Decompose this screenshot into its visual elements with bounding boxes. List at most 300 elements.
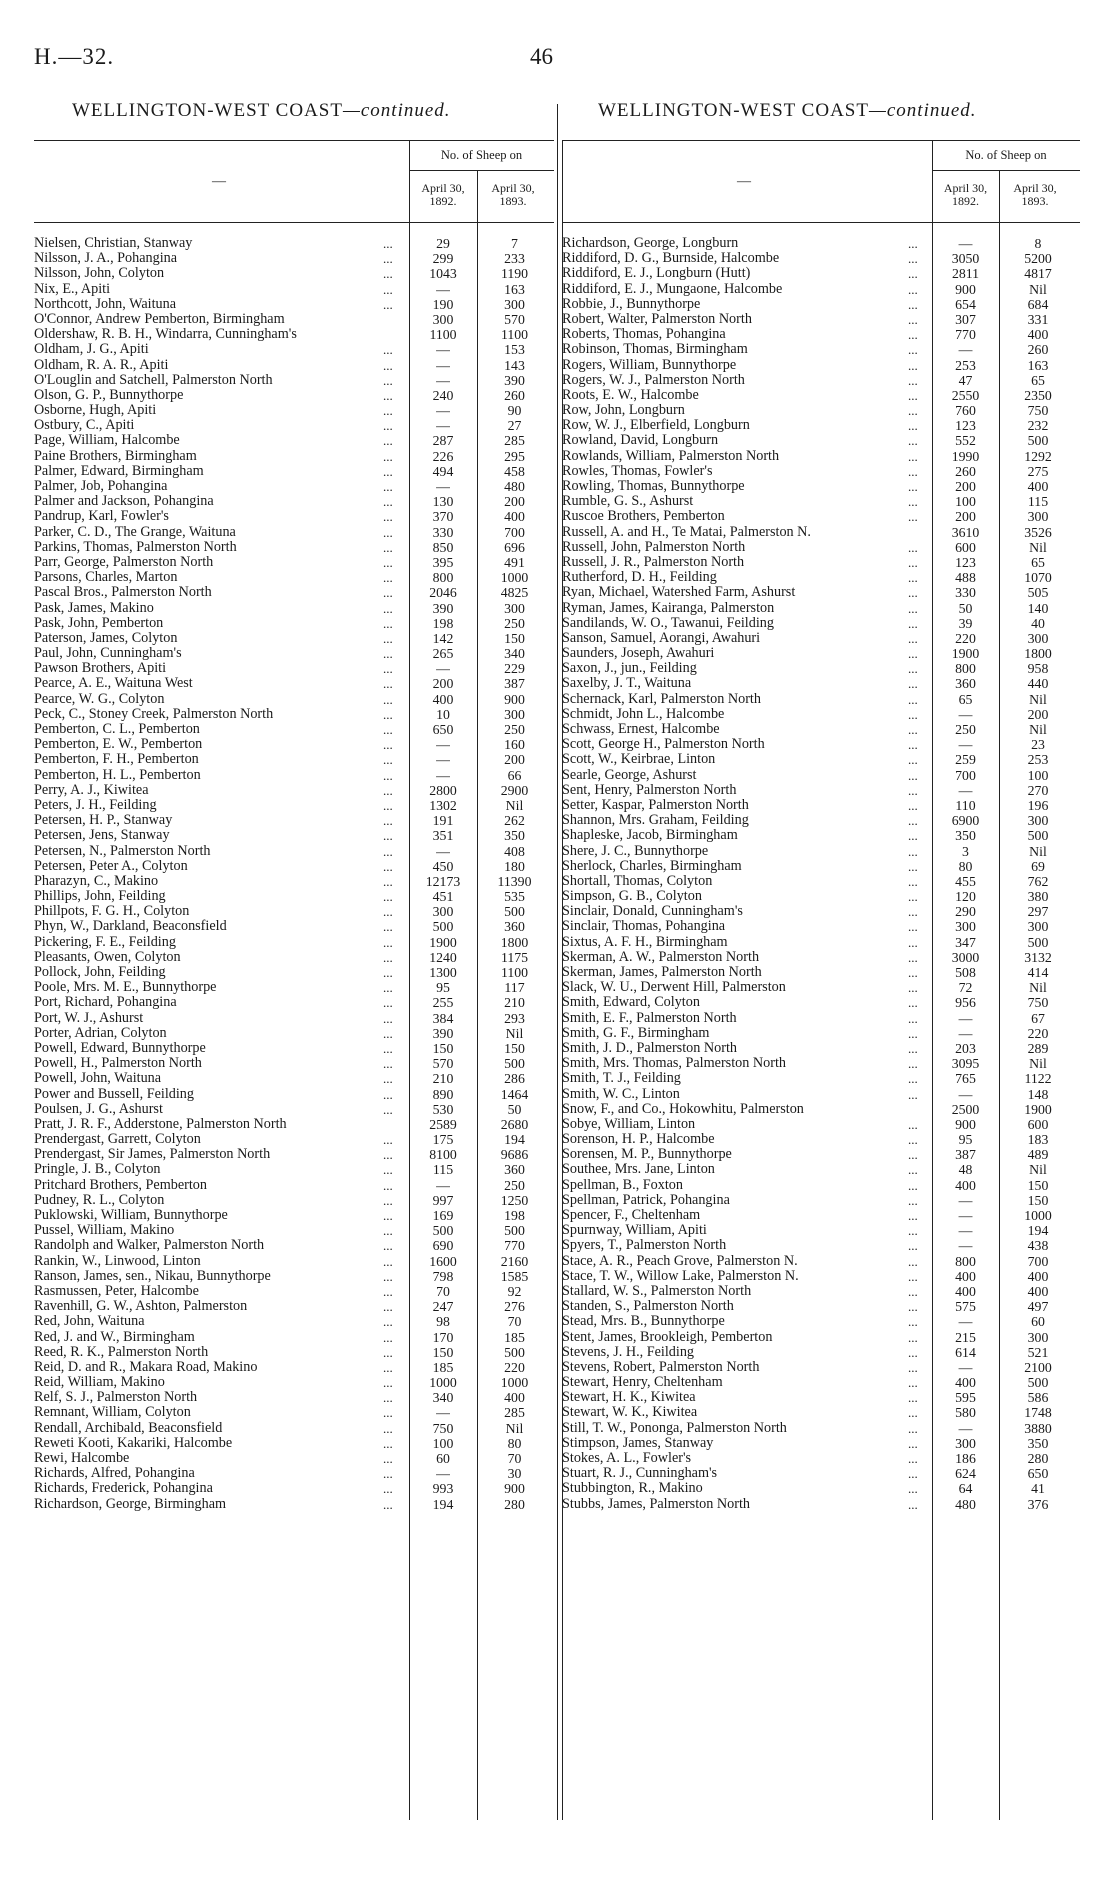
- owner-name: Ruscoe Brothers, Pemberton: [562, 509, 725, 525]
- center-divider: [557, 104, 558, 1820]
- owner-name: Stubbs, James, Palmerston North: [562, 1496, 750, 1512]
- owner-name: Stewart, H. K., Kiwitea: [562, 1390, 696, 1406]
- leader-dots: ...: [383, 1132, 393, 1148]
- owner-name: Pawson Brothers, Apiti: [34, 661, 167, 677]
- sheep-1892-value: 48: [958, 1162, 973, 1178]
- sheep-1892-value: 500: [432, 919, 454, 935]
- table-row: [34, 1011, 554, 1026]
- sheep-1892-value: 130: [432, 494, 454, 510]
- sheep-1893-value: 900: [504, 691, 525, 707]
- sheep-1893-value: 150: [1027, 1177, 1049, 1193]
- sheep-1892-value: 850: [432, 539, 454, 555]
- owner-name: Oldershaw, R. B. H., Windarra, Cunningham's: [34, 327, 297, 343]
- sheep-1893-value: 750: [1027, 403, 1049, 419]
- sheep-1892-value: 350: [955, 828, 976, 844]
- sheep-1892-value: 200: [955, 479, 976, 494]
- owner-name: Reweti Kooti, Kakariki, Halcombe: [34, 1435, 233, 1451]
- sheep-1893-value: 2680: [500, 1116, 529, 1132]
- sheep-1892-value: 70: [436, 1283, 450, 1299]
- owner-name: Paterson, James, Colyton: [34, 630, 178, 646]
- leader-dots: ...: [908, 1162, 918, 1178]
- table-row: [34, 1041, 554, 1056]
- sheep-1892-value: 3095: [951, 1056, 980, 1072]
- leader-dots: ...: [908, 1253, 918, 1269]
- sheep-1892-value: 1302: [429, 797, 457, 813]
- leader-dots: ...: [383, 752, 393, 768]
- owner-name: Spellman, Patrick, Pohangina: [562, 1192, 730, 1208]
- sheep-1893-value: 50: [507, 1101, 522, 1117]
- table-row: [34, 950, 554, 965]
- sheep-1893-value: 408: [504, 843, 525, 859]
- leader-dots: ...: [908, 1405, 918, 1421]
- table-row: [34, 844, 554, 859]
- owner-name: Rowland, David, Longburn: [562, 433, 719, 449]
- sheep-1893-value: 340: [504, 646, 525, 662]
- left-group-rule: [409, 170, 554, 171]
- table-row: [562, 935, 1080, 950]
- sheep-1892-value: 750: [432, 1420, 454, 1436]
- table-row: [34, 1299, 554, 1314]
- leader-dots: ...: [908, 311, 918, 327]
- owner-name: Shannon, Mrs. Graham, Feilding: [562, 813, 749, 829]
- owner-name: Page, William, Halcombe: [34, 433, 180, 449]
- owner-name: Saxelby, J. T., Waituna: [562, 676, 692, 692]
- sheep-1892-value: 290: [955, 904, 976, 920]
- sheep-1893-value: Nil: [505, 1420, 524, 1436]
- table-row: [34, 555, 554, 570]
- leader-dots: ...: [383, 949, 393, 965]
- sheep-1893-value: 3132: [1024, 949, 1052, 965]
- owner-name: Poulsen, J. G., Ashurst: [34, 1101, 163, 1117]
- sheep-1892-value: 169: [432, 1208, 454, 1223]
- leader-dots: ...: [383, 1299, 393, 1315]
- sheep-1892-value: 650: [432, 722, 454, 737]
- sheep-1892-value: 770: [955, 327, 976, 343]
- sheep-1893-value: 1000: [500, 1375, 529, 1391]
- owner-name: Remnant, William, Colyton: [34, 1405, 191, 1421]
- sheep-1893-value: 210: [504, 995, 525, 1011]
- leader-dots: ...: [908, 357, 918, 373]
- leader-dots: ...: [383, 1496, 393, 1512]
- owner-name: Rasmussen, Peter, Halcombe: [34, 1283, 199, 1299]
- leader-dots: ...: [908, 782, 918, 798]
- owner-name: Sixtus, A. F. H., Birmingham: [562, 934, 728, 950]
- table-row: [34, 859, 554, 874]
- owner-name: Red, John, Waituna: [34, 1314, 145, 1330]
- leader-dots: ...: [383, 1405, 393, 1421]
- owner-name: Rutherford, D. H., Feilding: [562, 570, 717, 586]
- owner-name: Shere, J. C., Bunnythorpe: [562, 843, 709, 859]
- leader-dots: ...: [908, 1451, 918, 1466]
- leader-dots: ...: [908, 995, 918, 1011]
- owner-name: Schwass, Ernest, Halcombe: [562, 722, 720, 737]
- owner-name: Pleasants, Owen, Colyton: [34, 949, 181, 965]
- sheep-1892-value: 494: [432, 463, 454, 479]
- table-row: [562, 707, 1080, 722]
- owner-name: Robbie, J., Bunnythorpe: [562, 296, 701, 312]
- sheep-1893-value: 5200: [1024, 251, 1052, 267]
- sheep-1892-value: 203: [955, 1040, 976, 1056]
- table-row: [562, 919, 1080, 934]
- leader-dots: ...: [908, 1223, 918, 1239]
- leader-dots: ...: [908, 965, 918, 980]
- owner-name: Poole, Mrs. M. E., Bunnythorpe: [34, 980, 217, 996]
- sheep-1892-value: 120: [955, 889, 976, 905]
- sheep-1893-value: Nil: [1029, 691, 1047, 707]
- owner-name: Smith, E. F., Palmerston North: [562, 1010, 737, 1026]
- sheep-1892-value: 29: [436, 236, 450, 251]
- leader-dots: ...: [383, 843, 393, 859]
- owner-name: Stallard, W. S., Palmerston North: [562, 1283, 752, 1299]
- table-row: [34, 1481, 554, 1496]
- sheep-1892-value: 190: [432, 296, 454, 312]
- sheep-1893-value: 260: [1027, 342, 1049, 358]
- sheep-1893-value: 185: [504, 1329, 525, 1345]
- sheep-1892-value: 2589: [429, 1116, 457, 1132]
- table-row: [34, 433, 554, 448]
- table-row: [562, 737, 1080, 752]
- sheep-1892-value: —: [436, 661, 450, 677]
- owner-name: Stubbington, R., Makino: [562, 1481, 703, 1497]
- sheep-1892-value: —: [958, 782, 973, 798]
- sheep-1893-value: 183: [1027, 1132, 1049, 1148]
- sheep-1892-value: 455: [955, 873, 976, 889]
- owner-name: Southee, Mrs. Jane, Linton: [562, 1162, 715, 1178]
- leader-dots: ...: [908, 980, 918, 996]
- leader-dots: ...: [908, 479, 918, 494]
- table-row: [34, 1087, 554, 1102]
- sheep-1893-value: 4817: [1024, 266, 1052, 282]
- leader-dots: ...: [383, 1283, 393, 1299]
- sheep-1893-value: 2100: [1024, 1359, 1052, 1375]
- sheep-1892-value: 220: [955, 630, 976, 646]
- sheep-1893-value: 295: [504, 448, 525, 464]
- table-row: [562, 752, 1080, 767]
- sheep-1892-value: —: [436, 767, 450, 783]
- sheep-1893-value: 400: [504, 1390, 525, 1406]
- sheep-1893-value: 1900: [1024, 1101, 1052, 1117]
- left-col1-header-b: 1892.: [429, 194, 457, 208]
- owner-name: Russell, A. and H., Te Matai, Palmerston N.: [562, 524, 811, 540]
- table-row: [562, 297, 1080, 312]
- leader-dots: ...: [383, 1435, 393, 1451]
- sheep-1892-value: 2500: [951, 1101, 980, 1117]
- sheep-1892-value: 700: [955, 767, 976, 783]
- table-row: [562, 1466, 1080, 1481]
- sheep-1893-value: 200: [504, 494, 525, 510]
- sheep-1892-value: —: [958, 1359, 973, 1375]
- owner-name: Pearce, A. E., Waituna West: [34, 676, 193, 692]
- leader-dots: ...: [908, 296, 918, 312]
- table-row: [34, 1147, 554, 1162]
- sheep-1892-value: 3610: [951, 524, 980, 540]
- sheep-1892-value: —: [436, 1405, 450, 1421]
- sheep-1893-value: 300: [1027, 630, 1049, 646]
- owner-name: Pudney, R. L., Colyton: [34, 1192, 165, 1208]
- table-row: [562, 282, 1080, 297]
- sheep-1892-value: 186: [955, 1451, 976, 1466]
- table-row: [562, 1223, 1080, 1238]
- right-col2-header-a: April 30,: [1013, 181, 1057, 195]
- leader-dots: ...: [383, 691, 393, 707]
- leader-dots: ...: [383, 524, 393, 540]
- leader-dots: ...: [908, 1481, 918, 1497]
- owner-name: Pringle, J. B., Colyton: [34, 1162, 161, 1178]
- sheep-1893-value: 300: [504, 600, 525, 616]
- table-row: [34, 935, 554, 950]
- sheep-1893-value: 376: [1027, 1496, 1049, 1512]
- leader-dots: ...: [908, 570, 918, 586]
- leader-dots: ...: [908, 281, 918, 297]
- table-row: [562, 464, 1080, 479]
- table-row: [34, 1132, 554, 1147]
- sheep-1892-value: 64: [958, 1481, 973, 1497]
- sheep-1893-value: 696: [504, 539, 525, 555]
- owner-name: Spyers, T., Palmerston North: [562, 1238, 727, 1254]
- sheep-1893-value: 300: [1027, 509, 1049, 525]
- sheep-1892-value: 480: [955, 1496, 976, 1512]
- owner-name: Perry, A. J., Kiwitea: [34, 782, 149, 798]
- sheep-1893-value: 900: [504, 1481, 525, 1497]
- leader-dots: ...: [908, 691, 918, 707]
- leader-dots: ...: [383, 251, 393, 267]
- sheep-1893-value: 115: [1027, 494, 1049, 510]
- table-row: [34, 236, 554, 251]
- table-row: [34, 1071, 554, 1086]
- owner-name: Richardson, George, Birmingham: [34, 1496, 227, 1512]
- sheep-1893-value: 23: [1031, 737, 1045, 753]
- table-row: [562, 676, 1080, 691]
- leader-dots: ...: [908, 934, 918, 950]
- owner-name: Sent, Henry, Palmerston North: [562, 782, 737, 798]
- leader-dots: ...: [383, 387, 393, 403]
- sheep-1893-value: 438: [1027, 1238, 1049, 1254]
- sheep-1892-value: 1300: [429, 965, 457, 980]
- sheep-1892-value: 300: [955, 1435, 976, 1451]
- owner-name: Stimpson, James, Stanway: [562, 1435, 714, 1451]
- sheep-1893-value: 1800: [1024, 646, 1052, 662]
- owner-name: Pritchard Brothers, Pemberton: [34, 1177, 207, 1193]
- owner-name: Parsons, Charles, Marton: [34, 570, 178, 586]
- sheep-1892-value: 395: [432, 554, 454, 570]
- left-title-text: WELLINGTON-WEST COAST: [72, 100, 343, 121]
- sheep-1893-value: 500: [504, 1344, 525, 1360]
- leader-dots: ...: [383, 1466, 393, 1482]
- owner-name: Powell, H., Palmerston North: [34, 1056, 202, 1072]
- table-row: [562, 813, 1080, 828]
- owner-name: Nielsen, Christian, Stanway: [34, 236, 193, 251]
- sheep-1892-value: —: [436, 372, 450, 388]
- sheep-1892-value: 330: [955, 585, 976, 601]
- sheep-1893-value: 480: [504, 479, 525, 494]
- table-row: [34, 282, 554, 297]
- sheep-1893-value: 276: [504, 1299, 525, 1315]
- leader-dots: ...: [383, 706, 393, 722]
- owner-name: Pask, James, Makino: [34, 600, 154, 616]
- leader-dots: ...: [908, 1071, 918, 1087]
- leader-dots: ...: [383, 463, 393, 479]
- sheep-1892-value: 2550: [951, 387, 980, 403]
- table-row: [562, 388, 1080, 403]
- sheep-1893-value: 500: [504, 904, 525, 920]
- table-row: [562, 631, 1080, 646]
- sheep-1892-value: 1900: [951, 646, 980, 662]
- sheep-1893-value: Nil: [1029, 539, 1047, 555]
- table-row: [562, 251, 1080, 266]
- table-row: [34, 1390, 554, 1405]
- leader-dots: ...: [908, 1314, 918, 1330]
- sheep-1892-value: 191: [432, 813, 454, 829]
- sheep-1892-value: 997: [432, 1192, 454, 1208]
- leader-dots: ...: [908, 494, 918, 510]
- sheep-1893-value: 250: [504, 1177, 525, 1193]
- leader-dots: ...: [383, 661, 393, 677]
- leader-dots: ...: [908, 327, 918, 343]
- table-row: [34, 1178, 554, 1193]
- leader-dots: ...: [383, 1162, 393, 1178]
- leader-dots: ...: [383, 995, 393, 1011]
- leader-dots: ...: [383, 1359, 393, 1375]
- table-row: [34, 1193, 554, 1208]
- owner-name: Sandilands, W. O., Tawanui, Feilding: [562, 615, 774, 631]
- leader-dots: ...: [908, 1040, 918, 1056]
- leader-dots: ...: [383, 1268, 393, 1284]
- sheep-1892-value: 347: [955, 934, 976, 950]
- owner-name: Skerman, James, Palmerston North: [562, 965, 762, 980]
- owner-name: Power and Bussell, Feilding: [34, 1086, 194, 1102]
- sheep-1893-value: 500: [504, 1056, 525, 1072]
- table-row: [34, 631, 554, 646]
- owner-name: Smith, Mrs. Thomas, Palmerston North: [562, 1056, 786, 1072]
- table-row: [562, 1162, 1080, 1177]
- sheep-1892-value: 60: [436, 1451, 450, 1466]
- leader-dots: ...: [383, 1010, 393, 1026]
- sheep-1892-value: 400: [955, 1268, 976, 1284]
- table-row: [34, 1208, 554, 1223]
- owner-name: Phyn, W., Darkland, Beaconsfield: [34, 919, 227, 935]
- sheep-1892-value: 900: [955, 281, 976, 297]
- sheep-1892-value: 65: [958, 691, 973, 707]
- table-row: [34, 1497, 554, 1512]
- sheep-1892-value: 330: [432, 524, 454, 540]
- sheep-1893-value: 69: [1031, 858, 1045, 874]
- table-row: [34, 1436, 554, 1451]
- owner-name: Rowlands, William, Palmerston North: [562, 448, 780, 464]
- sheep-1893-value: 2900: [500, 782, 529, 798]
- sheep-1893-value: Nil: [505, 797, 524, 813]
- table-row: [34, 722, 554, 737]
- sheep-1892-value: —: [436, 357, 450, 373]
- sheep-1893-value: 285: [504, 433, 525, 449]
- leader-dots: ...: [383, 509, 393, 525]
- leader-dots: ...: [908, 1283, 918, 1299]
- sheep-1893-value: 1585: [500, 1268, 529, 1284]
- leader-dots: ...: [908, 1086, 918, 1102]
- table-row: [34, 1162, 554, 1177]
- table-row: [562, 585, 1080, 600]
- sheep-1892-value: 255: [432, 995, 454, 1011]
- owner-name: Sinclair, Thomas, Pohangina: [562, 919, 726, 935]
- left-rows: [34, 236, 554, 1512]
- table-row: [562, 874, 1080, 889]
- sheep-1893-value: 285: [504, 1405, 525, 1421]
- owner-name: Smith, T. J., Feilding: [562, 1071, 681, 1087]
- leader-dots: ...: [383, 1177, 393, 1193]
- table-row: [34, 358, 554, 373]
- table-row: [562, 1497, 1080, 1512]
- table-row: [34, 1026, 554, 1041]
- owner-name: Petersen, Jens, Stanway: [34, 828, 170, 844]
- leader-dots: ...: [383, 873, 393, 889]
- sheep-1893-value: 80: [507, 1435, 522, 1451]
- sheep-1892-value: 300: [432, 904, 454, 920]
- owner-name: Paul, John, Cunningham's: [34, 646, 182, 662]
- leader-dots: ...: [908, 554, 918, 570]
- leader-dots: ...: [908, 236, 918, 251]
- document-code: H.—32.: [34, 44, 115, 69]
- owner-name: Row, John, Longburn: [562, 403, 685, 419]
- table-row: [562, 1451, 1080, 1466]
- leader-dots: ...: [383, 342, 393, 358]
- table-row: [562, 403, 1080, 418]
- owner-name: Rewi, Halcombe: [34, 1451, 130, 1466]
- table-row: [34, 251, 554, 266]
- sheep-1893-value: 140: [1027, 600, 1049, 616]
- table-row: [562, 266, 1080, 281]
- sheep-1892-value: —: [436, 342, 450, 358]
- table-row: [562, 327, 1080, 342]
- table-row: [562, 692, 1080, 707]
- sheep-1892-value: 215: [955, 1329, 976, 1345]
- sheep-1892-value: 2800: [429, 782, 457, 798]
- sheep-1892-value: 500: [432, 1223, 454, 1239]
- leader-dots: ...: [383, 1071, 393, 1087]
- table-row: [34, 1254, 554, 1269]
- owner-name: Ravenhill, G. W., Ashton, Palmerston: [34, 1299, 248, 1315]
- leader-dots: ...: [383, 1056, 393, 1072]
- table-row: [562, 1071, 1080, 1086]
- sheep-1892-value: —: [958, 1010, 973, 1026]
- owner-name: Smith, J. D., Palmerston North: [562, 1040, 737, 1056]
- sheep-1893-value: 220: [1027, 1025, 1049, 1041]
- owner-name: Paine Brothers, Birmingham: [34, 448, 197, 464]
- sheep-1893-value: 250: [504, 615, 525, 631]
- owner-name: Saxon, J., jun., Feilding: [562, 661, 697, 677]
- sheep-1893-value: 233: [504, 251, 525, 267]
- sheep-1892-value: 123: [955, 418, 976, 434]
- table-row: [34, 1117, 554, 1132]
- table-row: [562, 1238, 1080, 1253]
- sheep-1893-value: 297: [1027, 904, 1049, 920]
- owner-name: Pandrup, Karl, Fowler's: [34, 509, 169, 525]
- leader-dots: ...: [908, 1375, 918, 1391]
- owner-name: Pratt, J. R. F., Adderstone, Palmerston North: [34, 1116, 287, 1132]
- table-row: [562, 844, 1080, 859]
- left-title-suffix: —continued.: [342, 100, 451, 121]
- sheep-1892-value: 360: [955, 676, 976, 692]
- owner-name: Stevens, Robert, Palmerston North: [562, 1359, 760, 1375]
- sheep-1893-value: 2160: [500, 1253, 529, 1269]
- leader-dots: ...: [908, 949, 918, 965]
- owner-name: Stace, A. R., Peach Grove, Palmerston N.: [562, 1253, 798, 1269]
- sheep-1893-value: 194: [504, 1132, 525, 1148]
- leader-dots: ...: [908, 448, 918, 464]
- table-row: [562, 722, 1080, 737]
- sheep-1893-value: 262: [504, 813, 525, 829]
- table-row: [34, 692, 554, 707]
- sheep-1892-value: —: [958, 1314, 973, 1330]
- table-row: [562, 1011, 1080, 1026]
